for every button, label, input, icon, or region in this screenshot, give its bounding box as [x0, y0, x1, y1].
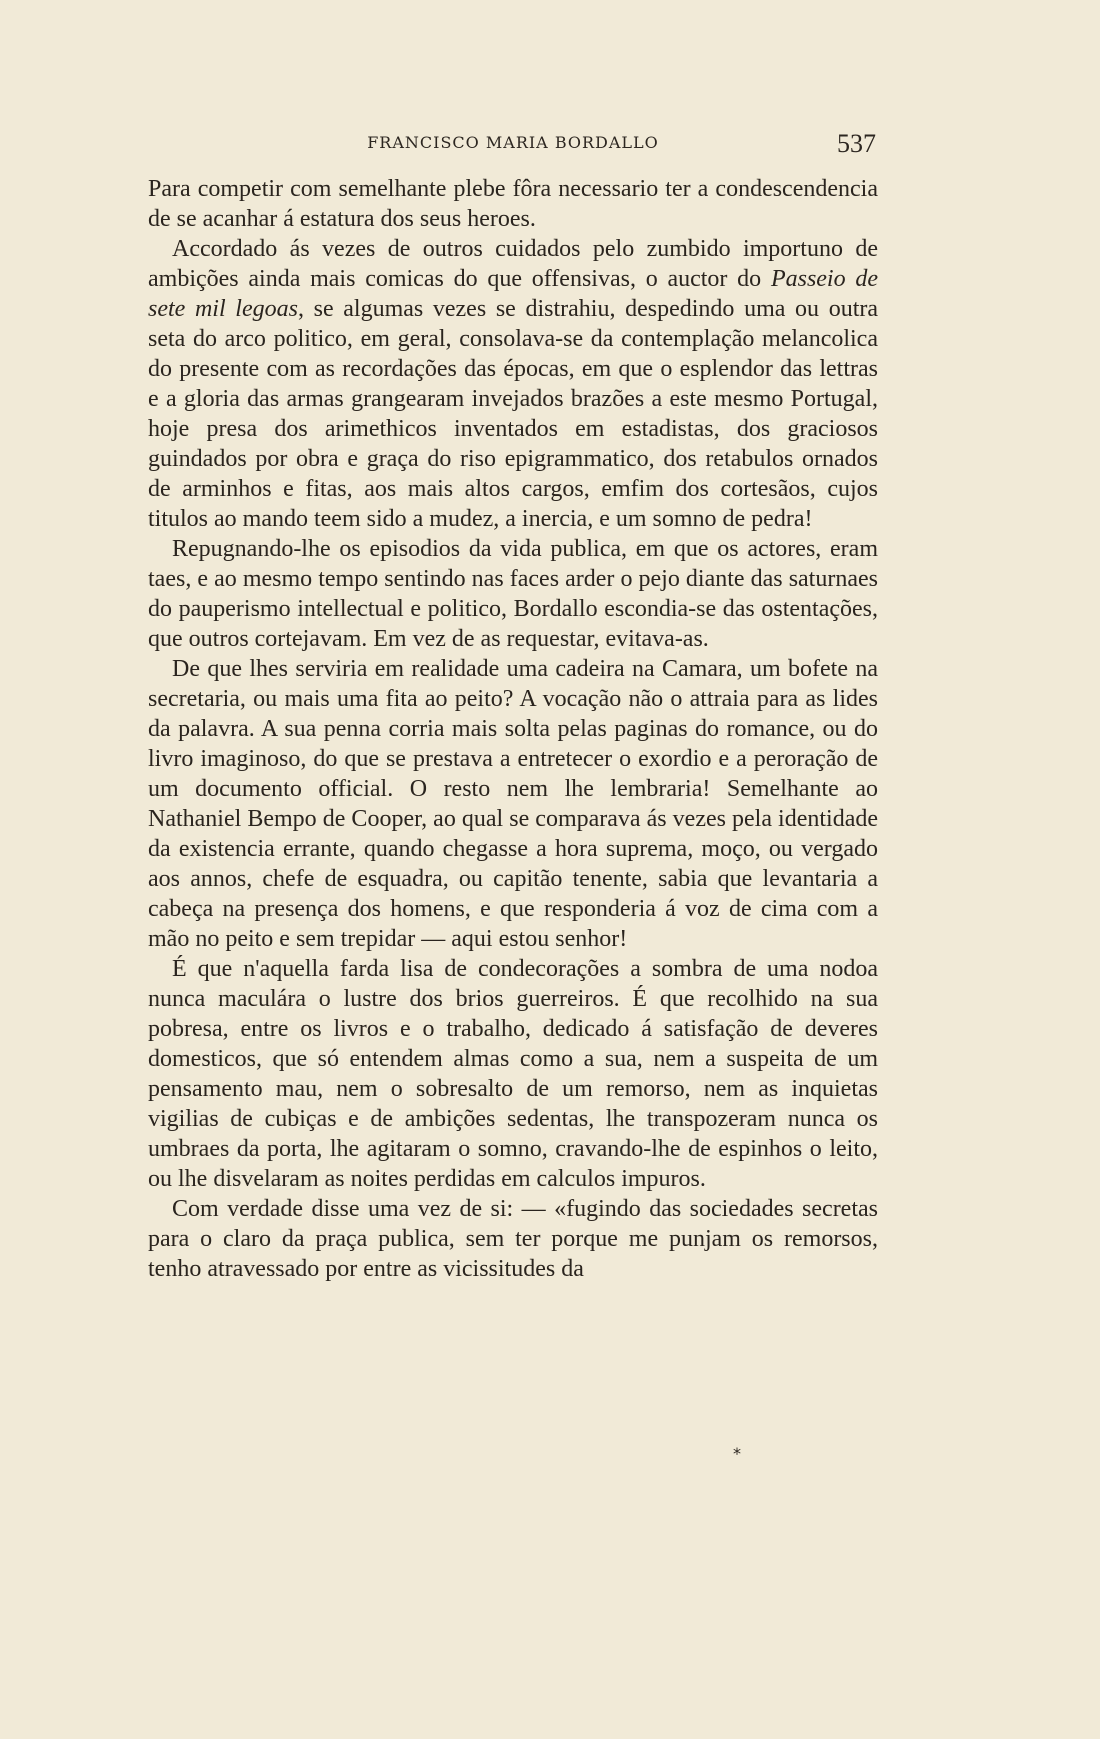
page-number: 537: [837, 129, 876, 158]
signature-mark: *: [733, 1444, 741, 1463]
paragraph: Com verdade disse uma vez de si: — «fugindo das sociedades secretas para o claro da praça publica, sem ter porque me punjam os remorsos, tenho atravessado por entre as vicissitudes da: [148, 1196, 878, 1282]
paragraph-text: , se algumas vezes se distrahiu, despedindo uma ou outra seta do arco politico, em geral, consolava-se da contemplação melancolica do presente com as recordações das épocas, em que o esplendor das lettras e a gloria das armas grangearam invejados brazões a este mesmo Portugal, hoje presa dos arimethicos inventados em estadistas, dos graciosos guindados por obra e graça do riso epigrammatico, dos retabulos ornados de arminhos e fitas, aos mais altos cargos, emfim dos cortesãos, cujos titulos ao mando teem sido a mudez, a inercia, e um somno de pedra!: [148, 296, 879, 532]
paragraph: De que lhes serviria em realidade uma cadeira na Camara, um bofete na secretaria, ou mais uma fita ao peito? A vocação não o attraia para as lides da palavra. A sua penna corria mais solta pelas paginas do romance, ou do livro imaginoso, do que se prestava a entretecer o exordio e a peroração de um documento official. O resto nem lhe lembraria! Semelhante ao Nathaniel Bempo de Cooper, ao qual se comparava ás vezes pela identidade da existencia errante, quando chegasse a hora suprema, moço, ou vergado aos annos, chefe de esquadra, ou capitão tenente, sabia que levantaria a cabeça na presença dos homens, e que responderia á voz de cima com a mão no peito e sem trepidar — aqui estou senhor!: [148, 656, 878, 952]
body-text: [148, 174, 878, 1284]
book-title: Passeio de sete mil legoas: [148, 266, 879, 322]
paragraph-text: Accordado ás vezes de outros cuidados pelo zumbido importuno de ambições ainda mais comicas do que offensivas, o auctor do: [148, 236, 878, 292]
running-title: FRANCISCO MARIA BORDALLO: [367, 133, 659, 152]
paragraph: Repugnando-lhe os episodios da vida publica, em que os actores, eram taes, e ao mesmo tempo sentindo nas faces arder o pejo diante das saturnaes do pauperismo intellectual e politico, Bordallo escondia-se das ostentações, que outros cortejavam. Em vez de as requestar, evitava-as.: [148, 536, 878, 652]
paragraph: [148, 234, 878, 534]
paragraph: É que n'aquella farda lisa de condecorações a sombra de uma nodoa nunca maculára o lustre dos brios guerreiros. É que recolhido na sua pobresa, entre os livros e o trabalho, dedicado á satisfação de deveres domesticos, que só entendem almas como a sua, nem a suspeita de um pensamento mau, nem o sobresalto de um remorso, nem as inquietas vigilias de cubiças e de ambições sedentas, lhe transpozeram nunca os umbraes da porta, lhe agitaram o somno, cravando-lhe de espinhos o leito, ou lhe disvelaram as noites perdidas em calculos impuros.: [148, 956, 878, 1192]
page-header: [150, 129, 876, 163]
paragraph: Para competir com semelhante plebe fôra necessario ter a condescendencia de se acanhar á estatura dos seus heroes.: [148, 176, 878, 232]
